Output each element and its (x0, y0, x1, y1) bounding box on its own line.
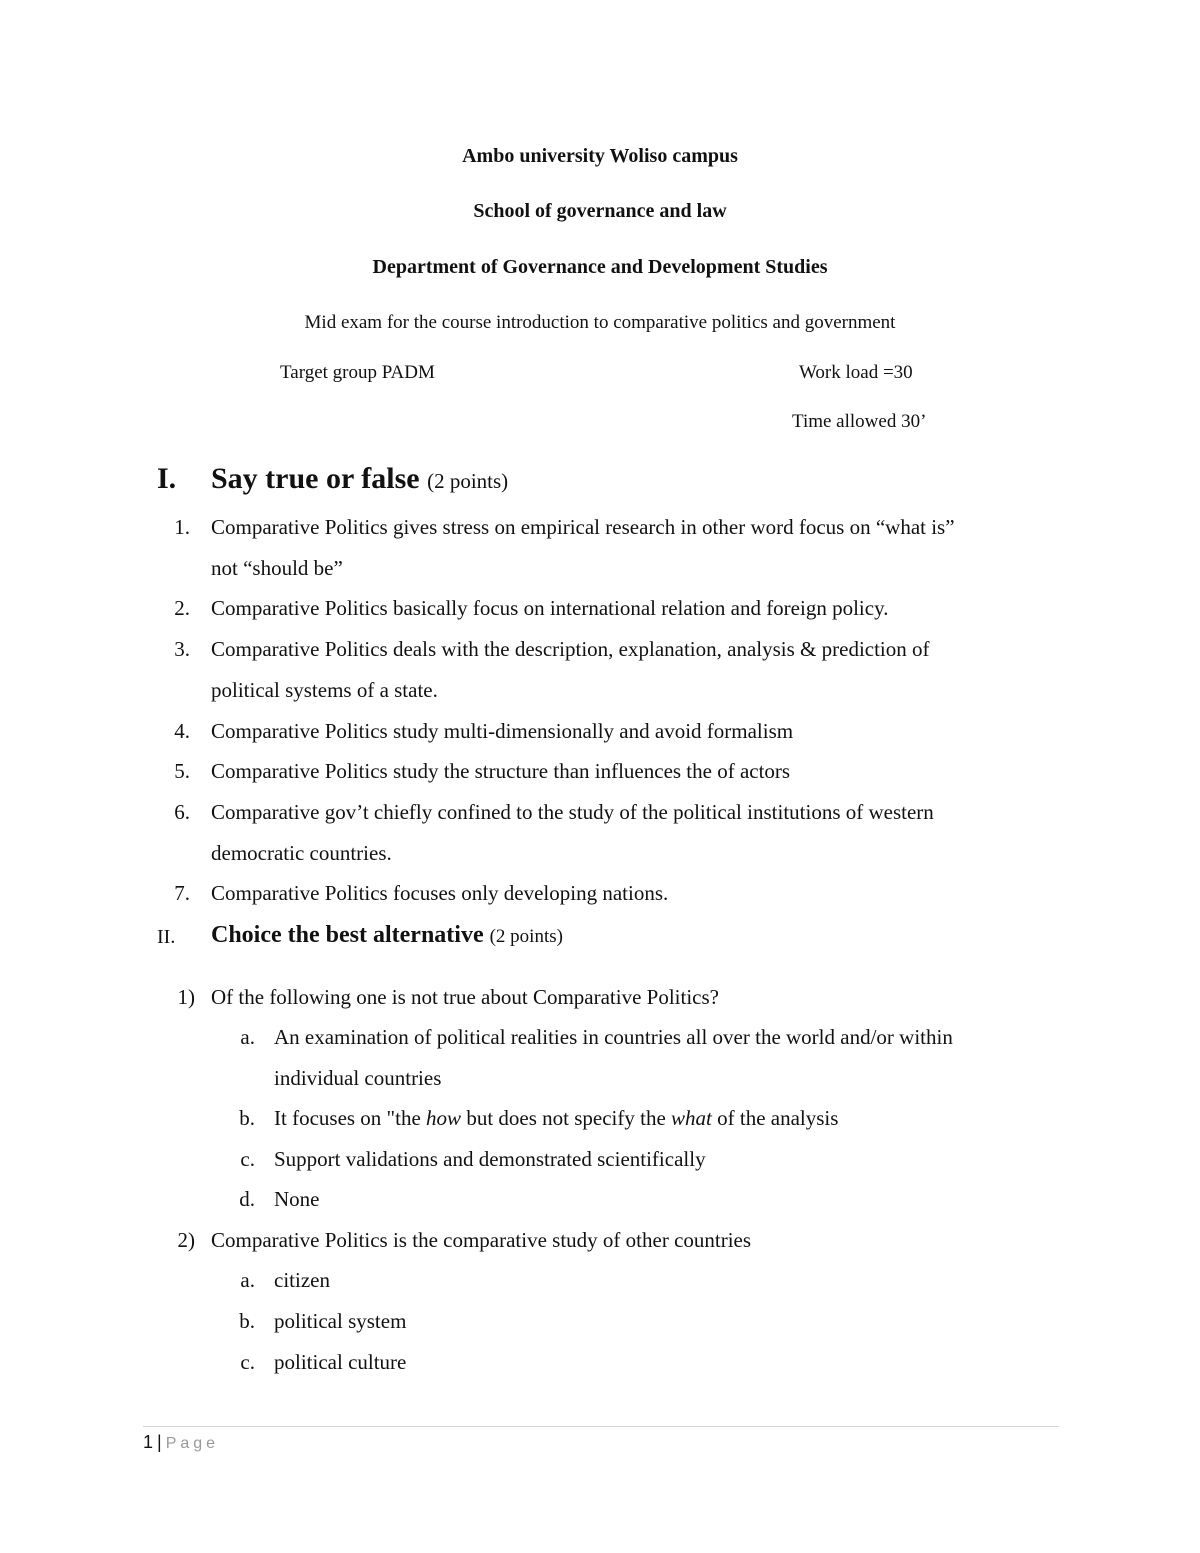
footer-separator: | (157, 1432, 162, 1452)
list-item (150, 711, 1100, 752)
section-title (211, 462, 508, 496)
option-c (215, 1139, 1115, 1180)
school-name: School of governance and law (473, 200, 727, 222)
item-number: 2. (174, 596, 190, 620)
option-text-part: but does not specify the (461, 1106, 672, 1130)
item-number: 1. (174, 515, 190, 539)
item-text-continued: not “should be” (211, 556, 343, 580)
section-title-text: Say true or false (211, 462, 420, 495)
option-label: d. (239, 1187, 255, 1211)
option-text-part: It focuses on "the (274, 1106, 427, 1130)
option-text-part: of the analysis (711, 1106, 839, 1130)
item-text: Comparative Politics study the structure than influences the of actors (211, 759, 791, 783)
item-number: 3. (174, 637, 190, 661)
option-text: Support validations and demonstrated scientifically (274, 1147, 706, 1171)
option-text: political culture (274, 1350, 407, 1374)
option-text: An examination of political realities in countries all over the world and/or within (274, 1025, 953, 1049)
option-b (215, 1301, 1115, 1342)
page-footer (143, 1432, 219, 1453)
work-load: Work load =30 (799, 362, 913, 383)
list-item (150, 629, 1100, 711)
option-label: b. (239, 1309, 255, 1333)
item-text: Comparative Politics gives stress on empirical research in other word focus on “what is” (211, 515, 955, 539)
list-item (150, 873, 1100, 914)
option-text-emphasis: how (426, 1106, 462, 1130)
footer-divider (143, 1426, 1059, 1427)
option-label: a. (240, 1025, 255, 1049)
question-text: Of the following one is not true about Comparative Politics? (211, 985, 719, 1009)
option-text (274, 1098, 838, 1139)
option-label: c. (240, 1350, 255, 1374)
section-number: I. (157, 462, 177, 495)
time-allowed: Time allowed 30’ (792, 411, 927, 432)
item-text: Comparative Politics basically focus on international relation and foreign policy. (211, 596, 889, 620)
item-number: 4. (174, 719, 190, 743)
option-b (215, 1098, 1115, 1139)
question-2 (150, 1220, 1100, 1261)
option-text-emphasis: what (671, 1106, 712, 1130)
option-d (215, 1179, 1115, 1220)
university-name: Ambo university Woliso campus (462, 145, 738, 167)
question-1 (150, 977, 1100, 1018)
target-group: Target group PADM (280, 362, 435, 383)
item-text: Comparative Politics deals with the description, explanation, analysis & prediction of (211, 637, 930, 661)
item-number: 5. (174, 759, 190, 783)
option-text: None (274, 1187, 320, 1211)
item-text-continued: political systems of a state. (211, 678, 438, 702)
option-a (215, 1260, 1115, 1301)
option-label: b. (239, 1106, 255, 1130)
question-number: 2) (177, 1228, 195, 1252)
item-text: Comparative gov’t chiefly confined to the study of the political institutions of western (211, 800, 934, 824)
section-points: (2 points) (427, 469, 509, 493)
option-text: citizen (274, 1268, 330, 1292)
item-number: 7. (174, 881, 190, 905)
section-points: (2 points) (489, 926, 563, 947)
question-number: 1) (177, 985, 195, 1009)
item-number: 6. (174, 800, 190, 824)
option-text-continued: individual countries (274, 1066, 442, 1090)
option-text: political system (274, 1309, 407, 1333)
item-text-continued: democratic countries. (211, 841, 392, 865)
department-name: Department of Governance and Development Studies (372, 256, 828, 278)
question-text: Comparative Politics is the comparative study of other countries (211, 1228, 752, 1252)
section-title-text: Choice the best alternative (211, 922, 484, 948)
list-item (150, 588, 1100, 629)
item-text: Comparative Politics focuses only developing nations. (211, 881, 669, 905)
option-c (215, 1342, 1115, 1383)
option-label: a. (240, 1268, 255, 1292)
exam-title: Mid exam for the course introduction to comparative politics and government (304, 312, 896, 333)
page-label: Page (165, 1435, 220, 1452)
list-item (150, 751, 1100, 792)
page-number: 1 (143, 1432, 154, 1452)
item-text: Comparative Politics study multi-dimensionally and avoid formalism (211, 719, 794, 743)
option-label: c. (240, 1147, 255, 1171)
section-number: II. (157, 926, 176, 948)
option-a (215, 1017, 1115, 1099)
list-item (150, 792, 1100, 874)
list-item (150, 507, 1100, 589)
section-title (211, 922, 563, 949)
